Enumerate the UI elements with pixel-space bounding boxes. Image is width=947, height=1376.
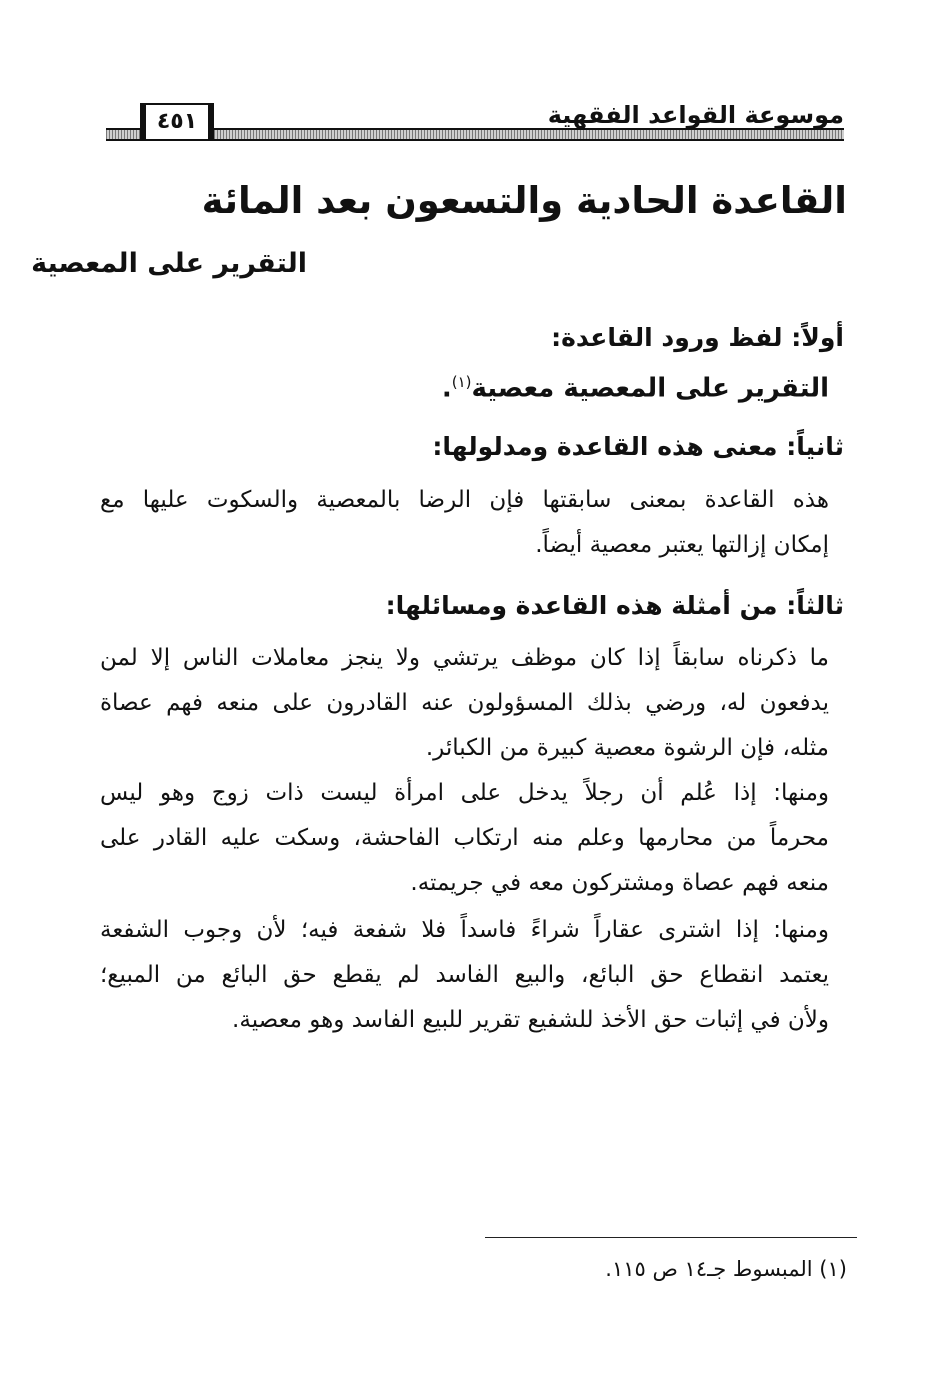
footnote-separator bbox=[485, 1237, 857, 1238]
paragraph-line: ومنها: إذا اشترى عقاراً شراءً فاسداً فلا شفعة فيه؛ لأن وجوب الشفعة bbox=[100, 917, 829, 943]
paragraph-line: محرماً من محارمها وعلم منه ارتكاب الفاحشة، وسكت عليه القادر على bbox=[100, 825, 829, 851]
rule-name: التقرير على المعصية bbox=[31, 248, 307, 279]
paragraph-line: هذه القاعدة بمعنى سابقتها فإن الرضا بالمعصية والسكوت عليها مع bbox=[100, 487, 829, 513]
paragraph-line: يعتمد انقطاع حق البائع، والبيع الفاسد لم يقطع حق البائع من المبيع؛ bbox=[100, 962, 829, 988]
rule-text-body: التقرير على المعصية معصية bbox=[471, 373, 829, 404]
running-header-title: موسوعة القواعد الفقهية bbox=[547, 101, 844, 129]
paragraph-line: ولأن في إثبات حق الأخذ للشفيع تقرير للبيع الفاسد وهو معصية. bbox=[232, 1007, 829, 1033]
example-paragraph-1 bbox=[100, 636, 829, 771]
chapter-title: القاعدة الحادية والتسعون بعد المائة bbox=[201, 179, 847, 222]
paragraph-line: يدفعون له، ورضي بذلك المسؤولون عنه القادرون على منعه فهم عصاة bbox=[100, 690, 829, 716]
footnote: (١) المبسوط جـ١٤ ص ١١٥. bbox=[605, 1257, 847, 1281]
section-heading-second: ثانياً: معنى هذه القاعدة ومدلولها: bbox=[432, 432, 844, 461]
rule-text bbox=[442, 362, 829, 409]
paragraph-line: ومنها: إذا عُلم أن رجلاً يدخل على امرأة ليست ذات زوج وهو ليس bbox=[100, 780, 829, 806]
page-number: ٤٥١ bbox=[140, 103, 214, 141]
section-heading-third: ثالثاً: من أمثلة هذه القاعدة ومسائلها: bbox=[385, 591, 844, 620]
paragraph-line: إمكان إزالتها يعتبر معصية أيضاً. bbox=[535, 532, 829, 558]
paragraph-line: ما ذكرناه سابقاً إذا كان موظف يرتشي ولا ينجز معاملات الناس إلا لمن bbox=[100, 645, 829, 671]
example-paragraph-3 bbox=[100, 908, 829, 1043]
paragraph-line: مثله، فإن الرشوة معصية كبيرة من الكبائر. bbox=[425, 735, 829, 761]
footnote-marker: (١) bbox=[451, 373, 472, 391]
section-heading-first: أولاً: لفظ ورود القاعدة: bbox=[551, 323, 844, 352]
meaning-paragraph bbox=[100, 478, 829, 568]
paragraph-line: منعه فهم عصاة ومشتركون معه في جريمته. bbox=[410, 870, 829, 896]
rule-text-end: . bbox=[441, 373, 452, 404]
example-paragraph-2 bbox=[100, 771, 829, 906]
